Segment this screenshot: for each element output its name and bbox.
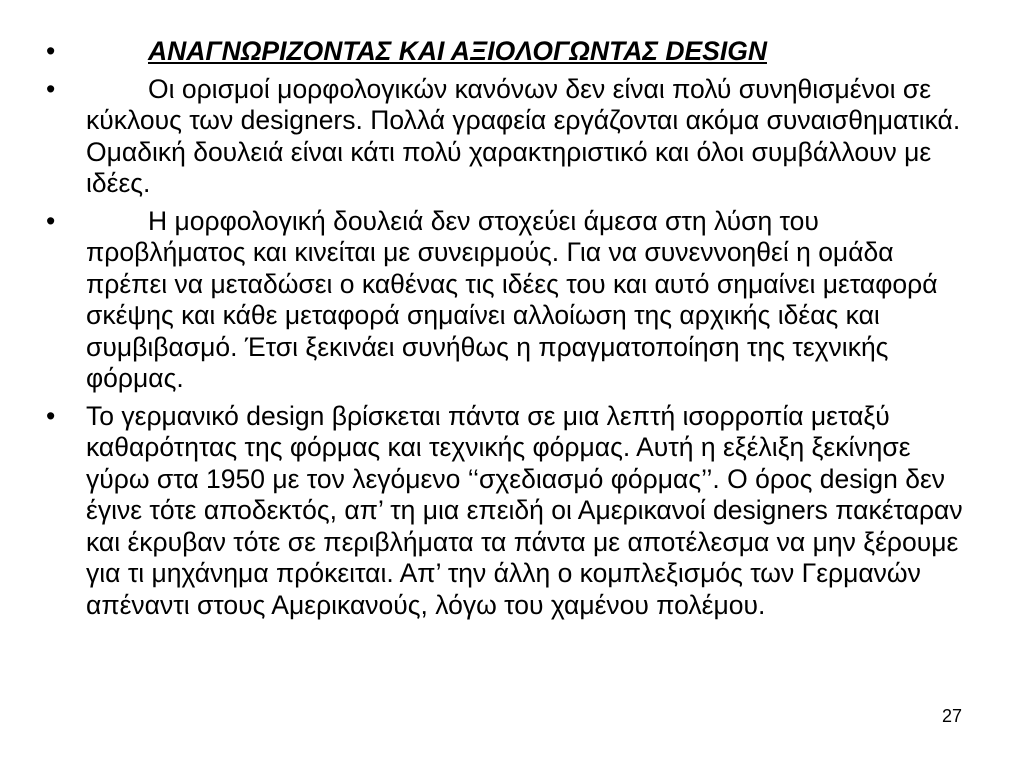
bullet-icon: • — [46, 205, 56, 236]
bullet-text: Το γερμανικό design βρίσκεται πάντα σε μια λεπτή ισορροπία μεταξύ καθαρότητας της φόρμας και τεχνικής φόρμας. Αυτή η εξέλιξη ξεκίνησε γύρω στα 1950 με τον λεγόμενο ‘‘σχεδιασμό φόρμας’’. Ο όρος design δεν έγινε τότε αποδεκτός, απ’ τη μια επειδή οι Αμερικανοί designers πακέταραν και έκρυβαν τότε σε περιβλήματα τα πάντα με αποτέλεσμα να μην ξέρουμε για τι μηχάνημα πρόκειται. Απ’ την άλλη ο κομπλεξισμός των Γερμανών απέναντι στους Αμερικανούς, λόγω του χαμένου πολέμου. — [86, 400, 963, 620]
bullet-item-morphological-work — [44, 206, 974, 395]
bullet-icon: • — [46, 36, 56, 66]
bullet-list — [44, 36, 974, 627]
page-number: 27 — [941, 706, 962, 726]
bullet-item-definitions — [44, 74, 974, 200]
bullet-item-heading — [44, 36, 974, 68]
bullet-icon: • — [46, 73, 56, 104]
bullet-item-german-design — [44, 401, 974, 622]
bullet-text: Η μορφολογική δουλειά δεν στοχεύει άμεσα στη λύση του προβλήματος και κινείται με συνειρμούς. Για να συνεννοηθεί η ομάδα πρέπει να μεταδώσει ο καθένας τις ιδέες του και αυτό σημαίνει μεταφορά σκέψης και κάθε μεταφορά σημαίνει αλλοίωση της αρχικής ιδέας και συμβιβασμό. Έτσι ξεκινάει συνήθως η πραγματοποίηση της τεχνικής φόρμας. — [86, 205, 938, 393]
bullet-icon: • — [46, 400, 56, 431]
slide-heading: ΑΝΑΓΝΩΡΙΖΟΝΤΑΣ ΚΑΙ ΑΞΙΟΛΟΓΩΝΤΑΣ DESIGN — [148, 36, 767, 66]
bullet-text: Οι ορισμοί μορφολογικών κανόνων δεν είναι πολύ συνηθισμένοι σε κύκλους των designers. Πολλά γραφεία εργάζονται ακόμα συναισθηματικά. Ομαδική δουλειά είναι κάτι πολύ χαρακτηριστικό και όλοι συμβάλλουν με ιδέες. — [86, 73, 961, 198]
